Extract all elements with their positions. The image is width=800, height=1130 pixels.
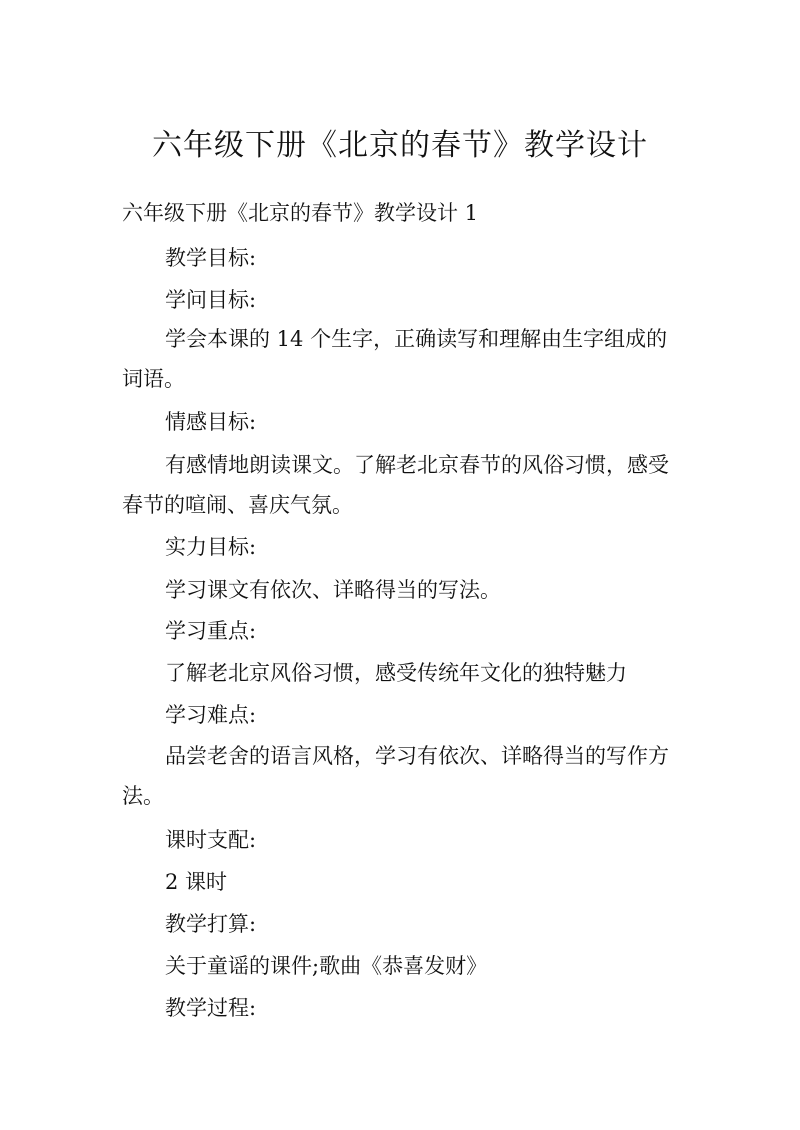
text-line: 了解老北京风俗习惯，感受传统年文化的独特魅力 <box>165 661 627 685</box>
text-line: 情感目标: <box>165 410 257 434</box>
text-line: 学问目标: <box>165 288 257 312</box>
text-line: 学习重点: <box>165 619 257 643</box>
text-line: 有感情地朗读课文。了解老北京春节的风俗习惯，感受 <box>165 453 669 477</box>
document-title: 六年级下册《北京的春节》教学设计 <box>152 128 648 163</box>
text-line: 学会本课的 14 个生字，正确读写和理解由生字组成的 <box>165 327 668 351</box>
text-line: 关于童谣的课件;歌曲《恭喜发财》 <box>165 954 488 978</box>
text-line: 法。 <box>122 784 164 808</box>
text-line: 课时支配: <box>165 828 257 852</box>
text-line: 学习难点: <box>165 703 257 727</box>
text-line: 教学过程: <box>165 996 257 1020</box>
text-line: 教学打算: <box>165 912 257 936</box>
document-subtitle: 六年级下册《北京的春节》教学设计 1 <box>122 201 479 225</box>
text-line: 春节的喧闹、喜庆气氛。 <box>122 493 353 517</box>
text-line: 实力目标: <box>165 535 257 559</box>
text-line: 学习课文有依次、详略得当的写法。 <box>165 578 501 602</box>
text-line: 教学目标: <box>165 246 257 270</box>
text-line: 品尝老舍的语言风格，学习有依次、详略得当的写作方 <box>165 744 669 768</box>
text-line: 词语。 <box>122 367 185 391</box>
text-line: 2 课时 <box>165 870 228 894</box>
